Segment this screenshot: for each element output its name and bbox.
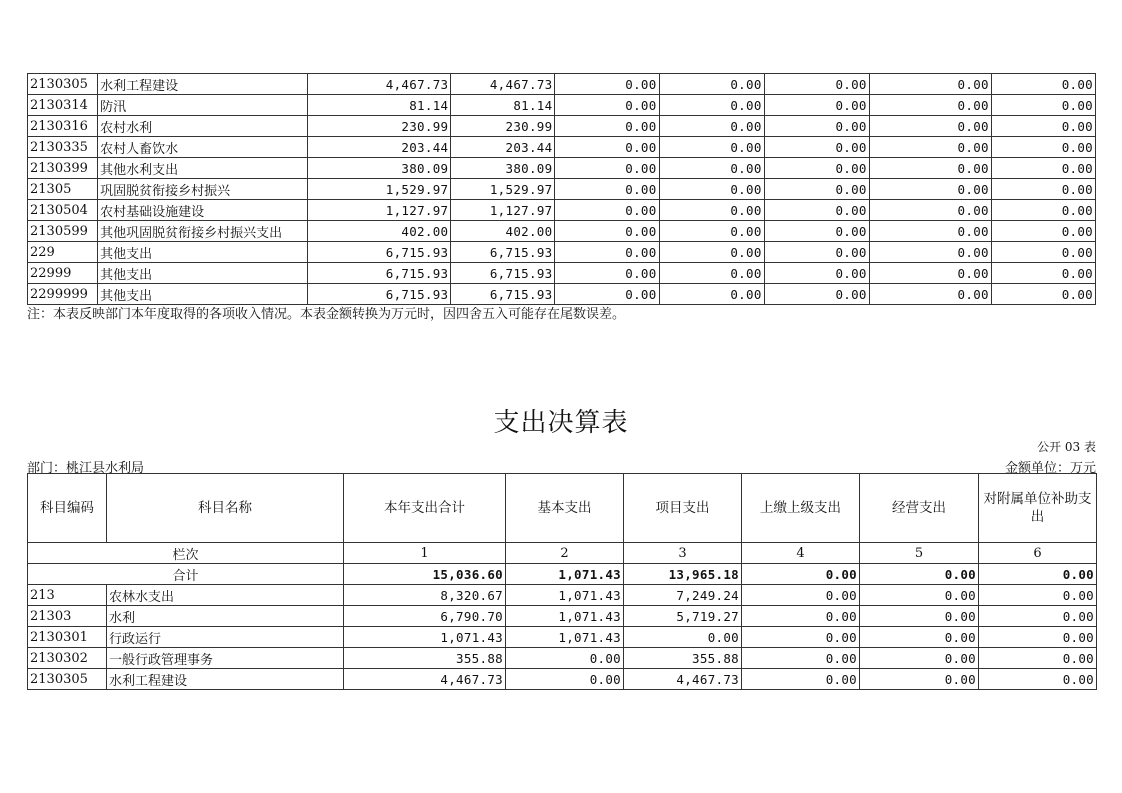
amount-cell: 0.00 (764, 74, 869, 95)
amount-cell: 0.00 (764, 284, 869, 305)
column-number: 4 (742, 543, 860, 564)
amount-cell: 0.00 (869, 95, 991, 116)
amount-cell: 0.00 (659, 179, 764, 200)
amount-cell: 0.00 (991, 242, 1095, 263)
amount-cell: 0.00 (659, 74, 764, 95)
table-row (28, 200, 1096, 221)
amount-cell: 0.00 (555, 95, 659, 116)
amount-cell: 0.00 (979, 669, 1097, 690)
amount-cell: 0.00 (860, 585, 979, 606)
amount-cell: 0.00 (764, 179, 869, 200)
table-row (28, 137, 1096, 158)
subject-name: 水利 (107, 606, 344, 627)
amount-cell: 380.09 (451, 158, 555, 179)
amount-cell: 0.00 (555, 200, 659, 221)
amount-cell: 0.00 (764, 116, 869, 137)
header-cell: 科目编码 (28, 474, 107, 543)
amount-cell: 1,529.97 (451, 179, 555, 200)
amount-cell: 0.00 (742, 585, 860, 606)
subject-code: 2130335 (28, 137, 98, 158)
amount-cell: 6,790.70 (344, 606, 506, 627)
amount-cell: 0.00 (659, 242, 764, 263)
subject-code: 2130301 (28, 627, 107, 648)
amount-cell: 81.14 (451, 95, 555, 116)
amount-unit-label: 金额单位：万元 (1004, 461, 1096, 476)
amount-cell: 0.00 (764, 158, 869, 179)
amount-cell: 0.00 (555, 263, 659, 284)
subject-code: 2130314 (28, 95, 98, 116)
amount-cell: 0.00 (764, 263, 869, 284)
amount-cell: 0.00 (991, 284, 1095, 305)
amount-cell: 81.14 (308, 95, 451, 116)
table-row (28, 627, 1097, 648)
subject-name: 巩固脱贫衔接乡村振兴 (98, 179, 308, 200)
amount-cell: 0.00 (979, 648, 1097, 669)
amount-cell: 402.00 (451, 221, 555, 242)
income-table-continued (27, 73, 1096, 305)
form-code: 公开 03 表 (1037, 440, 1096, 454)
header-cell: 对附属单位补助支出 (979, 474, 1097, 543)
subject-code: 2130302 (28, 648, 107, 669)
amount-cell: 1,529.97 (308, 179, 451, 200)
subject-code: 2130599 (28, 221, 98, 242)
amount-cell: 6,715.93 (451, 263, 555, 284)
amount-cell: 0.00 (555, 116, 659, 137)
amount-cell: 4,467.73 (624, 669, 742, 690)
amount-cell: 0.00 (991, 179, 1095, 200)
amount-cell: 0.00 (860, 648, 979, 669)
column-number: 1 (344, 543, 506, 564)
header-cell: 科目名称 (107, 474, 344, 543)
amount-cell: 0.00 (869, 116, 991, 137)
table-row (28, 179, 1096, 200)
amount-cell: 355.88 (344, 648, 506, 669)
amount-cell: 380.09 (308, 158, 451, 179)
amount-cell: 0.00 (764, 242, 869, 263)
amount-cell: 0.00 (869, 263, 991, 284)
amount-cell: 0.00 (991, 221, 1095, 242)
amount-cell: 0.00 (869, 200, 991, 221)
amount-cell: 0.00 (979, 606, 1097, 627)
total-value: 0.00 (979, 564, 1097, 585)
amount-cell: 0.00 (659, 137, 764, 158)
amount-cell: 1,127.97 (451, 200, 555, 221)
total-value: 0.00 (742, 564, 860, 585)
amount-cell: 0.00 (659, 284, 764, 305)
amount-cell: 0.00 (555, 242, 659, 263)
table-row (28, 284, 1096, 305)
amount-cell: 230.99 (308, 116, 451, 137)
subject-name: 水利工程建设 (98, 74, 308, 95)
amount-cell: 0.00 (555, 137, 659, 158)
amount-cell: 355.88 (624, 648, 742, 669)
amount-cell: 0.00 (869, 284, 991, 305)
table-row (28, 116, 1096, 137)
subject-name: 其他支出 (98, 263, 308, 284)
amount-cell: 0.00 (979, 627, 1097, 648)
income-table-body (28, 74, 1096, 305)
amount-cell: 4,467.73 (344, 669, 506, 690)
amount-cell: 0.00 (869, 221, 991, 242)
header-row (28, 474, 1097, 543)
amount-cell: 0.00 (869, 242, 991, 263)
amount-cell: 0.00 (555, 221, 659, 242)
subject-code: 22999 (28, 263, 98, 284)
subject-code: 2130399 (28, 158, 98, 179)
table-row (28, 669, 1097, 690)
amount-cell: 0.00 (506, 648, 624, 669)
amount-cell: 6,715.93 (308, 284, 451, 305)
amount-cell: 0.00 (659, 95, 764, 116)
column-label: 栏次 (28, 543, 344, 564)
amount-cell: 4,467.73 (308, 74, 451, 95)
amount-cell: 0.00 (659, 221, 764, 242)
table-row (28, 648, 1097, 669)
amount-cell: 0.00 (991, 74, 1095, 95)
amount-cell: 0.00 (555, 74, 659, 95)
amount-cell: 0.00 (764, 200, 869, 221)
amount-cell: 0.00 (869, 179, 991, 200)
expense-table-body (28, 474, 1097, 690)
amount-cell: 230.99 (451, 116, 555, 137)
amount-cell: 0.00 (764, 95, 869, 116)
amount-cell: 0.00 (860, 627, 979, 648)
total-value: 13,965.18 (624, 564, 742, 585)
amount-cell: 0.00 (659, 200, 764, 221)
total-value: 1,071.43 (506, 564, 624, 585)
amount-cell: 0.00 (764, 137, 869, 158)
subject-name: 其他水利支出 (98, 158, 308, 179)
column-number: 3 (624, 543, 742, 564)
header-cell: 项目支出 (624, 474, 742, 543)
amount-cell: 0.00 (979, 585, 1097, 606)
amount-cell: 0.00 (659, 158, 764, 179)
subject-name: 防汛 (98, 95, 308, 116)
amount-cell: 1,071.43 (506, 606, 624, 627)
table-note: 注：本表反映部门本年度取得的各项收入情况。本表金额转换为万元时，因四舍五入可能存在尾数误差。 (27, 307, 626, 322)
total-label: 合计 (28, 564, 344, 585)
page-title: 支出决算表 (493, 408, 629, 438)
column-number: 2 (506, 543, 624, 564)
amount-cell: 1,127.97 (308, 200, 451, 221)
amount-cell: 0.00 (555, 158, 659, 179)
amount-cell: 0.00 (506, 669, 624, 690)
amount-cell: 6,715.93 (308, 263, 451, 284)
subject-name: 其他巩固脱贫衔接乡村振兴支出 (98, 221, 308, 242)
amount-cell: 0.00 (742, 648, 860, 669)
subject-code: 21305 (28, 179, 98, 200)
amount-cell: 203.44 (451, 137, 555, 158)
amount-cell: 402.00 (308, 221, 451, 242)
subject-code: 2130305 (28, 669, 107, 690)
amount-cell: 0.00 (659, 263, 764, 284)
amount-cell: 6,715.93 (451, 284, 555, 305)
table-row (28, 606, 1097, 627)
table-row (28, 585, 1097, 606)
table-row (28, 158, 1096, 179)
amount-cell: 0.00 (742, 627, 860, 648)
column-number: 5 (860, 543, 979, 564)
amount-cell: 5,719.27 (624, 606, 742, 627)
amount-cell: 0.00 (659, 116, 764, 137)
total-row (28, 564, 1097, 585)
header-cell: 基本支出 (506, 474, 624, 543)
amount-cell: 0.00 (624, 627, 742, 648)
subject-name: 农村基础设施建设 (98, 200, 308, 221)
amount-cell: 0.00 (869, 74, 991, 95)
subject-name: 农村水利 (98, 116, 308, 137)
amount-cell: 4,467.73 (451, 74, 555, 95)
total-value: 0.00 (860, 564, 979, 585)
amount-cell: 0.00 (869, 158, 991, 179)
amount-cell: 0.00 (860, 606, 979, 627)
amount-cell: 0.00 (991, 263, 1095, 284)
amount-cell: 1,071.43 (506, 585, 624, 606)
subject-name: 农林水支出 (107, 585, 344, 606)
amount-cell: 1,071.43 (506, 627, 624, 648)
amount-cell: 0.00 (991, 158, 1095, 179)
subject-name: 其他支出 (98, 284, 308, 305)
subject-code: 229 (28, 242, 98, 263)
subject-code: 2130305 (28, 74, 98, 95)
amount-cell: 0.00 (991, 95, 1095, 116)
amount-cell: 0.00 (860, 669, 979, 690)
expense-table (27, 473, 1097, 690)
amount-cell: 1,071.43 (344, 627, 506, 648)
subject-code: 213 (28, 585, 107, 606)
header-cell: 经营支出 (860, 474, 979, 543)
subject-name: 水利工程建设 (107, 669, 344, 690)
amount-cell: 0.00 (555, 179, 659, 200)
subject-name: 一般行政管理事务 (107, 648, 344, 669)
subject-name: 农村人畜饮水 (98, 137, 308, 158)
amount-cell: 6,715.93 (451, 242, 555, 263)
amount-cell: 0.00 (764, 221, 869, 242)
subject-name: 其他支出 (98, 242, 308, 263)
amount-cell: 6,715.93 (308, 242, 451, 263)
column-number: 6 (979, 543, 1097, 564)
amount-cell: 0.00 (991, 137, 1095, 158)
amount-cell: 0.00 (555, 284, 659, 305)
subject-name: 行政运行 (107, 627, 344, 648)
table-row (28, 221, 1096, 242)
amount-cell: 203.44 (308, 137, 451, 158)
amount-cell: 0.00 (991, 116, 1095, 137)
table-row (28, 242, 1096, 263)
department-label: 部门：桃江县水利局 (27, 461, 145, 476)
total-value: 15,036.60 (344, 564, 506, 585)
amount-cell: 8,320.67 (344, 585, 506, 606)
subject-code: 21303 (28, 606, 107, 627)
amount-cell: 0.00 (742, 669, 860, 690)
table-row (28, 263, 1096, 284)
amount-cell: 0.00 (991, 200, 1095, 221)
subject-code: 2299999 (28, 284, 98, 305)
subject-code: 2130316 (28, 116, 98, 137)
subject-code: 2130504 (28, 200, 98, 221)
amount-cell: 0.00 (869, 137, 991, 158)
amount-cell: 0.00 (742, 606, 860, 627)
header-cell: 上缴上级支出 (742, 474, 860, 543)
table-row (28, 74, 1096, 95)
column-number-row (28, 543, 1097, 564)
table-row (28, 95, 1096, 116)
amount-cell: 7,249.24 (624, 585, 742, 606)
header-cell: 本年支出合计 (344, 474, 506, 543)
